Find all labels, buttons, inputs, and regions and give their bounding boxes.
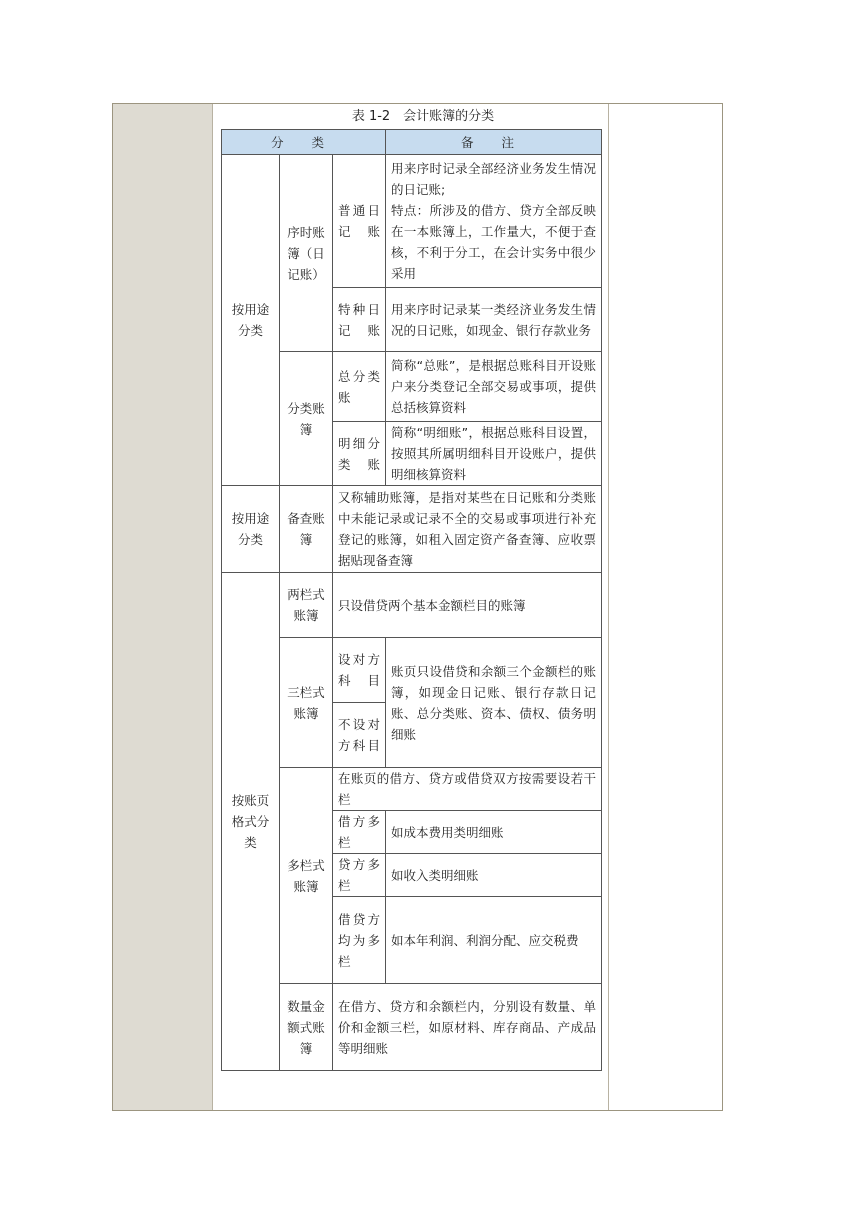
type-with-contra-account: 设对方科目: [333, 638, 386, 703]
table-caption: 表 1-2 会计账簿的分类: [351, 109, 495, 124]
header-category: 分 类: [222, 130, 386, 155]
type-debit-multi: 借方多栏: [333, 811, 386, 854]
header-row: [222, 130, 602, 155]
table-row: [222, 486, 602, 573]
type-general-ledger: 总分类账: [333, 352, 386, 422]
type-credit-multi: 贷方多栏: [333, 854, 386, 897]
header-note: 备 注: [386, 130, 602, 155]
note-both-multi: 如本年利润、利润分配、应交税费: [386, 897, 602, 984]
table-row: [222, 155, 602, 288]
page-frame: [112, 103, 723, 1111]
left-margin-band: [113, 104, 213, 1110]
subcategory-multi-column: 多栏式账簿: [280, 768, 333, 984]
note-multi-column: 在账页的借方、贷方或借贷双方按需要设若干栏: [333, 768, 602, 811]
subcategory-sequential: 序时账簿（日记账）: [280, 155, 333, 352]
note-general-journal: 用来序时记录全部经济业务发生情况的日记账; 特点：所涉及的借方、贷方全部反映在一本账簿上，工作量大，不便于查核，不利于分工，在会计实务中很少采用: [386, 155, 602, 288]
subcategory-classified: 分类账簿: [280, 352, 333, 486]
note-debit-multi: 如成本费用类明细账: [386, 811, 602, 854]
right-margin-rule: [608, 104, 609, 1110]
subcategory-three-column: 三栏式账簿: [280, 638, 333, 768]
ledger-classification-table: [221, 129, 602, 1071]
note-general-ledger: 简称“总账”，是根据总账科目开设账户来分类登记全部交易或事项，提供总括核算资料: [386, 352, 602, 422]
note-credit-multi: 如收入类明细账: [386, 854, 602, 897]
subcategory-memo: 备查账簿: [280, 486, 333, 573]
note-two-column: 只设借贷两个基本金额栏目的账簿: [333, 573, 602, 638]
note-three-column: 账页只设借贷和余额三个金额栏的账簿，如现金日记账、银行存款日记账、总分类账、资本、债权、债务明细账: [386, 638, 602, 768]
table-row: [222, 573, 602, 638]
category-by-use: 按用途分类: [222, 155, 280, 486]
type-both-multi: 借贷方均为多栏: [333, 897, 386, 984]
type-subsidiary-ledger: 明细分类账: [333, 422, 386, 486]
type-general-journal: 普通日记账: [333, 155, 386, 288]
category-by-use-2: 按用途分类: [222, 486, 280, 573]
note-quantity-amount: 在借方、贷方和余额栏内，分别设有数量、单价和金额三栏，如原材料、库存商品、产成品等明细账: [333, 984, 602, 1071]
category-by-format: 按账页格式分类: [222, 573, 280, 1071]
subcategory-two-column: 两栏式账簿: [280, 573, 333, 638]
note-memo: 又称辅助账簿，是指对某些在日记账和分类账中未能记录或记录不全的交易或事项进行补充登记的账簿，如租入固定资产备查簿、应收票据贴现备查簿: [333, 486, 602, 573]
type-without-contra-account: 不设对方科目: [333, 703, 386, 768]
note-subsidiary-ledger: 简称“明细账”，根据总账科目设置，按照其所属明细科目开设账户，提供明细核算资料: [386, 422, 602, 486]
type-special-journal: 特种日记账: [333, 288, 386, 352]
subcategory-quantity-amount: 数量金额式账簿: [280, 984, 333, 1071]
note-special-journal: 用来序时记录某一类经济业务发生情况的日记账，如现金、银行存款业务: [386, 288, 602, 352]
